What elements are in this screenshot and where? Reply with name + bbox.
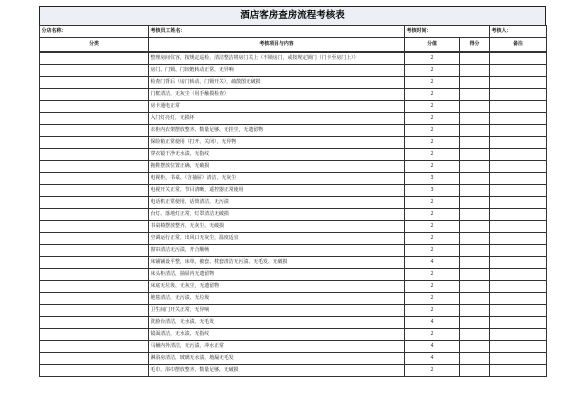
table-row: [40, 149, 547, 161]
got-cell[interactable]: [460, 281, 490, 293]
got-cell[interactable]: [460, 77, 490, 89]
category-header: 分类: [40, 38, 149, 52]
remark-cell[interactable]: [490, 353, 547, 365]
table-row: [40, 197, 547, 209]
got-cell[interactable]: [460, 125, 490, 137]
category-cell: [40, 329, 149, 341]
item-text: 门框清洁，无灰尘（用手触摸检查）: [149, 89, 405, 101]
got-cell[interactable]: [460, 89, 490, 101]
category-cell: [40, 341, 149, 353]
table-row: [40, 305, 547, 317]
got-cell[interactable]: [460, 65, 490, 77]
table-row: [40, 353, 547, 365]
item-text: 窗帘清洁无污渍，开合顺畅: [149, 245, 405, 257]
table-row: [40, 113, 547, 125]
table-row: [40, 53, 547, 65]
table-row: [40, 209, 547, 221]
dept-field[interactable]: 分店名称：: [40, 26, 149, 38]
category-cell: [40, 161, 149, 173]
remark-cell[interactable]: [490, 341, 547, 353]
got-cell[interactable]: [460, 305, 490, 317]
score-cell: 2: [405, 305, 460, 317]
score-cell: 2: [405, 329, 460, 341]
score-cell: 2: [405, 101, 460, 113]
score-cell: 3: [405, 173, 460, 185]
table-row: [40, 161, 547, 173]
remark-cell[interactable]: [490, 257, 547, 269]
score-cell: 2: [405, 365, 460, 377]
table-row: [40, 125, 547, 137]
table-row: [40, 281, 547, 293]
score-cell: 2: [405, 281, 460, 293]
got-cell[interactable]: [460, 101, 490, 113]
got-cell[interactable]: [460, 221, 490, 233]
inspection-rows: [39, 52, 547, 377]
category-cell: [40, 269, 149, 281]
remark-header: 备注: [490, 38, 547, 52]
item-text: 地毯清洁，无污渍、无垃圾: [149, 293, 405, 305]
sheet-title: 酒店客房查房流程考核表: [39, 6, 546, 25]
category-cell: [40, 317, 149, 329]
score-cell: 2: [405, 161, 460, 173]
got-header: 得分: [460, 38, 490, 52]
table-row: [40, 257, 547, 269]
table-row: [40, 341, 547, 353]
score-cell: 2: [405, 113, 460, 125]
item-text: 洗脸台清洁，无水渍、无毛发: [149, 317, 405, 329]
item-text: 保险箱正常使用（打开、关闭），无异物: [149, 137, 405, 149]
item-text: 拖鞋摆放位置正确，无破损: [149, 161, 405, 173]
got-cell[interactable]: [460, 317, 490, 329]
got-cell[interactable]: [460, 173, 490, 185]
item-text: 入门灯亮灯，无损坏: [149, 113, 405, 125]
category-cell: [40, 281, 149, 293]
score-header: 分值: [405, 38, 460, 52]
remark-cell[interactable]: [490, 209, 547, 221]
item-text: 电视开关正常，节目清晰，遥控器正常使用: [149, 185, 405, 197]
remark-cell[interactable]: [490, 137, 547, 149]
category-cell: [40, 197, 149, 209]
score-cell: 2: [405, 125, 460, 137]
table-row: [40, 269, 547, 281]
category-cell: [40, 365, 149, 377]
got-cell[interactable]: [460, 233, 490, 245]
got-cell[interactable]: [460, 269, 490, 281]
category-cell: [40, 101, 149, 113]
score-cell: 2: [405, 53, 460, 65]
table-row: [40, 293, 547, 305]
category-cell: [40, 221, 149, 233]
score-cell: 4: [405, 353, 460, 365]
category-cell: [40, 113, 149, 125]
examiner-field[interactable]: 考核人：: [490, 26, 547, 38]
score-cell: 2: [405, 269, 460, 281]
remark-cell[interactable]: [490, 89, 547, 101]
item-text: 卫生间门开关正常，无异响: [149, 305, 405, 317]
category-cell: [40, 245, 149, 257]
score-cell: 2: [405, 77, 460, 89]
item-text: 整理房间仪容，按规定巡检，清洁整洁将房门关上（不锁房门，或按规定锁门（门卡至房门上））: [149, 53, 405, 65]
got-cell[interactable]: [460, 257, 490, 269]
remark-cell[interactable]: [490, 185, 547, 197]
remark-cell[interactable]: [490, 305, 547, 317]
got-cell[interactable]: [460, 137, 490, 149]
item-text: 床头柜清洁，抽屉内无遗留物: [149, 269, 405, 281]
inspection-table: [39, 25, 547, 52]
remark-cell[interactable]: [490, 113, 547, 125]
item-text: 淋浴房清洁，玻璃无水渍，地漏无毛发: [149, 353, 405, 365]
got-cell[interactable]: [460, 245, 490, 257]
category-cell: [40, 137, 149, 149]
header-row: [40, 38, 547, 52]
item-text: 台灯、落地灯正常，灯罩清洁无破损: [149, 209, 405, 221]
got-cell[interactable]: [460, 113, 490, 125]
item-text: 床底无垃圾、无灰尘，无遗留物: [149, 281, 405, 293]
got-cell[interactable]: [460, 161, 490, 173]
item-text: 书桌椅摆放整齐，无灰尘、无破损: [149, 221, 405, 233]
remark-cell[interactable]: [490, 329, 547, 341]
category-cell: [40, 353, 149, 365]
score-cell: 2: [405, 293, 460, 305]
item-text: 电视柜、书桌、（含抽屉）清洁，无灰尘: [149, 173, 405, 185]
got-cell[interactable]: [460, 341, 490, 353]
category-cell: [40, 89, 149, 101]
remark-cell[interactable]: [490, 245, 547, 257]
remark-cell[interactable]: [490, 197, 547, 209]
item-text: 衣柜内衣架摆放整齐、数量足够、无挂尘，无遗留物: [149, 125, 405, 137]
score-cell: 2: [405, 149, 460, 161]
table-row: [40, 89, 547, 101]
remark-cell[interactable]: [490, 281, 547, 293]
score-cell: 4: [405, 341, 460, 353]
score-cell: 3: [405, 185, 460, 197]
table-row: [40, 329, 547, 341]
remark-cell[interactable]: [490, 173, 547, 185]
score-cell: 2: [405, 65, 460, 77]
score-cell: 4: [405, 257, 460, 269]
item-text: 房卡通电正常: [149, 101, 405, 113]
got-cell[interactable]: [460, 209, 490, 221]
employee-field[interactable]: 考核员工姓名：: [149, 26, 405, 38]
got-cell[interactable]: [460, 53, 490, 65]
table-row: [40, 233, 547, 245]
remark-cell[interactable]: [490, 65, 547, 77]
remark-cell[interactable]: [490, 125, 547, 137]
score-cell: 2: [405, 89, 460, 101]
table-row: [40, 101, 547, 113]
table-row: [40, 185, 547, 197]
table-row: [40, 137, 547, 149]
category-cell: [40, 185, 149, 197]
table-row: [40, 173, 547, 185]
remark-cell[interactable]: [490, 161, 547, 173]
category-cell: [40, 77, 149, 89]
got-cell[interactable]: [460, 149, 490, 161]
table-row: [40, 365, 547, 377]
meta-row: [40, 26, 547, 38]
category-cell: [40, 149, 149, 161]
category-cell: [40, 125, 149, 137]
score-cell: 2: [405, 221, 460, 233]
score-cell: 4: [405, 317, 460, 329]
item-text: 房门、门锁、门铰链转动正常，无异响: [149, 65, 405, 77]
item-text: 床铺铺设平整，床单、被套、枕套清洁无污渍、无毛发、无破损: [149, 257, 405, 269]
category-cell: [40, 209, 149, 221]
remark-cell[interactable]: [490, 233, 547, 245]
category-cell: [40, 173, 149, 185]
remark-cell[interactable]: [490, 53, 547, 65]
item-text: 穿衣镜干净无水渍、无指纹: [149, 149, 405, 161]
inspection-sheet: [39, 6, 546, 377]
category-cell: [40, 305, 149, 317]
remark-cell[interactable]: [490, 101, 547, 113]
table-row: [40, 245, 547, 257]
table-row: [40, 317, 547, 329]
got-cell[interactable]: [460, 365, 490, 377]
got-cell[interactable]: [460, 353, 490, 365]
item-text: 毛巾、浴巾摆放整齐，数量足够，无破损: [149, 365, 405, 377]
got-cell[interactable]: [460, 197, 490, 209]
item-text: 马桶内外清洁，无污渍，冲水正常: [149, 341, 405, 353]
got-cell[interactable]: [460, 293, 490, 305]
table-row: [40, 65, 547, 77]
remark-cell[interactable]: [490, 269, 547, 281]
remark-cell[interactable]: [490, 293, 547, 305]
category-cell: [40, 233, 149, 245]
item-text: 空调运行正常，出风口无灰尘，温度适宜: [149, 233, 405, 245]
remark-cell[interactable]: [490, 77, 547, 89]
remark-cell[interactable]: [490, 149, 547, 161]
content-header: 考核项目与内容: [149, 38, 405, 52]
category-cell: [40, 257, 149, 269]
score-cell: 2: [405, 209, 460, 221]
remark-cell[interactable]: [490, 317, 547, 329]
category-cell: [40, 53, 149, 65]
score-cell: 2: [405, 245, 460, 257]
got-cell[interactable]: [460, 185, 490, 197]
got-cell[interactable]: [460, 329, 490, 341]
table-row: [40, 221, 547, 233]
remark-cell[interactable]: [490, 365, 547, 377]
remark-cell[interactable]: [490, 221, 547, 233]
table-row: [40, 77, 547, 89]
time-field[interactable]: 考核时间：: [405, 26, 490, 38]
score-cell: 2: [405, 197, 460, 209]
score-cell: 2: [405, 137, 460, 149]
item-text: 电话机正常使用，话筒清洁，无污渍: [149, 197, 405, 209]
score-cell: 2: [405, 233, 460, 245]
item-text: 镜面清洁，无水渍、无指纹: [149, 329, 405, 341]
item-text: 检查门背后（房门转动、门锁开关），疏散图无破损: [149, 77, 405, 89]
category-cell: [40, 293, 149, 305]
category-cell: [40, 65, 149, 77]
